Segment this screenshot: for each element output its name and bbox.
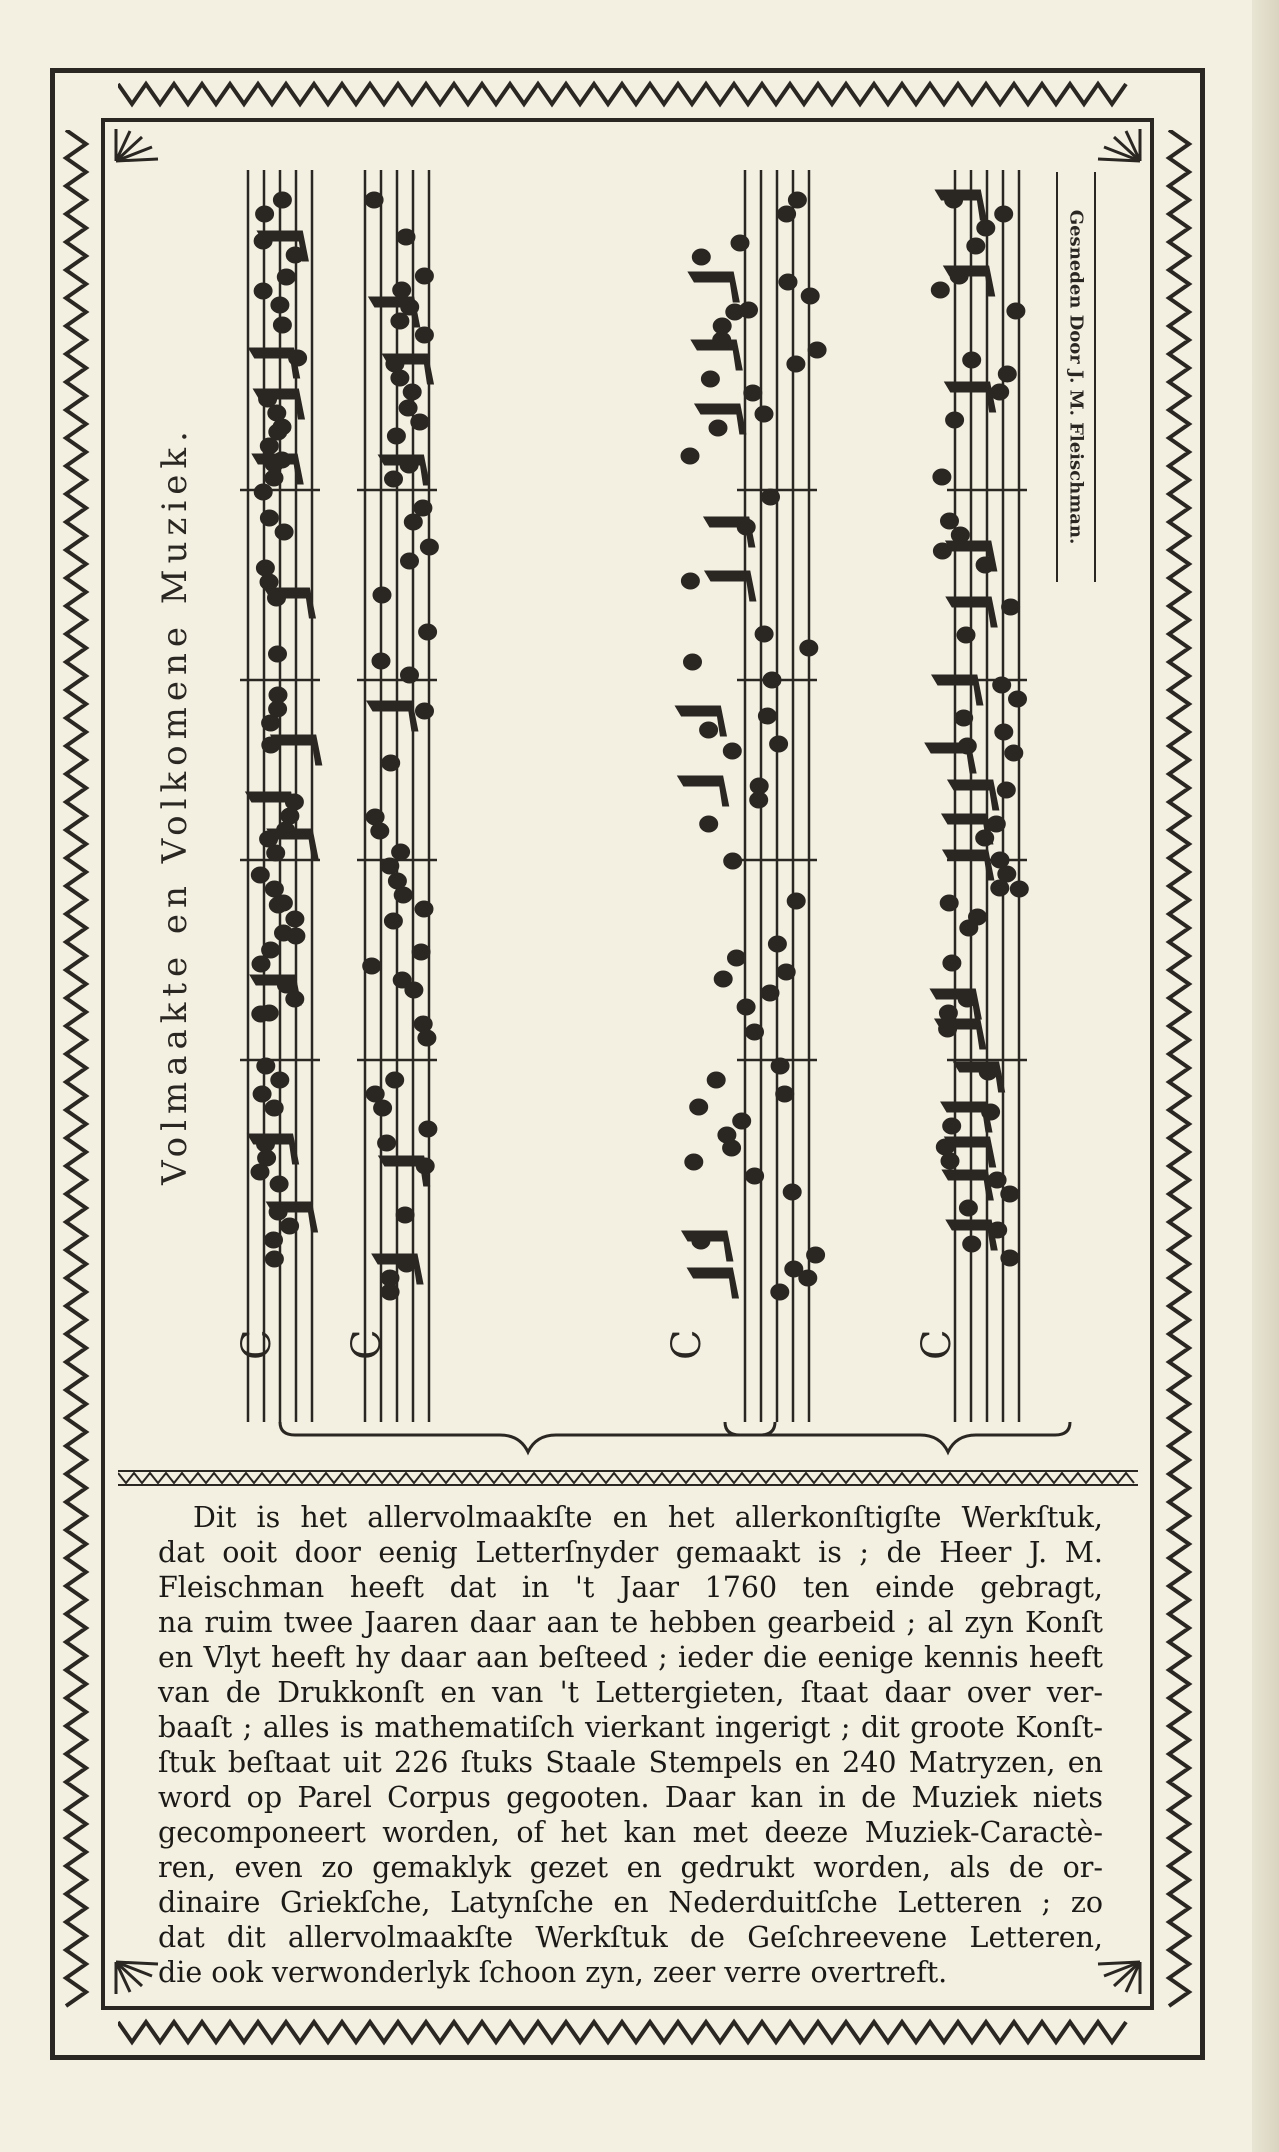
- music-notation: [220, 160, 1080, 1460]
- svg-text:C: C: [914, 1329, 960, 1360]
- paragraph-line: van de Drukkonſt en van 't Lettergieten, ſtaat daar over ver-: [158, 1676, 1103, 1709]
- corner-ornament-icon: [112, 125, 162, 165]
- paragraph-line: na ruim twee Jaaren daar aan te hebben gearbeid ; al zyn Konſt: [158, 1606, 1103, 1639]
- paragraph-line: ren, even zo gemaklyk gezet en gedrukt worden, als de or-: [158, 1851, 1103, 1884]
- svg-text:C: C: [344, 1329, 390, 1360]
- paragraph-line: gecomponeert worden, of het kan met deeze Muziek-Caractè-: [158, 1816, 1103, 1849]
- corner-ornament-icon: [112, 1958, 162, 1998]
- paragraph-line: en Vlyt heeft hy daar aan beſteed ; ieder die eenige kennis heeft: [158, 1641, 1103, 1674]
- paragraph-line: die ook verwonderlyk ſchoon zyn, zeer verre overtreft.: [158, 1956, 948, 1989]
- svg-text:C: C: [234, 1329, 280, 1360]
- page-title: Volmaakte en Volkomene Muziek.: [155, 425, 195, 1185]
- paragraph-line: Fleischman heeft dat in 't Jaar 1760 ten einde gebragt,: [158, 1571, 1103, 1604]
- corner-ornament-icon: [1094, 125, 1144, 165]
- paragraph-line: Dit is het allervolmaakſte en het allerkonſtigſte Werkſtuk,: [193, 1501, 1103, 1534]
- description-paragraph: [158, 1500, 1103, 1990]
- ornamental-divider: [118, 1470, 1138, 1486]
- page-edge: [1252, 0, 1279, 2152]
- zigzag-border-right: [1165, 130, 1195, 2010]
- paragraph-line: word op Parel Corpus gegooten. Daar kan in de Muziek niets: [158, 1781, 1103, 1814]
- svg-text:C: C: [664, 1329, 710, 1360]
- zigzag-border-bottom: [118, 2018, 1138, 2048]
- paragraph-line: ſtuk beſtaat uit 226 ſtuks Staale Stempels en 240 Matryzen, en: [158, 1746, 1103, 1779]
- title-container: [145, 330, 205, 1280]
- engraver-credit: Gesneden Door J. M. Fleischman.: [1065, 209, 1087, 545]
- paragraph-line: baaſt ; alles is mathematiſch vierkant ingerigt ; dit groote Konſt-: [158, 1711, 1103, 1744]
- zigzag-border-top: [118, 80, 1138, 110]
- paragraph-line: dinaire Griekſche, Latynſche en Nederduitſche Letteren ; zo: [158, 1886, 1103, 1919]
- zigzag-border-left: [62, 130, 92, 2010]
- paragraph-line: dat ooit door eenig Letterſnyder gemaakt is ; de Heer J. M.: [158, 1536, 1103, 1569]
- paragraph-line: dat dit allervolmaakſte Werkſtuk de Geſchreevene Letteren,: [158, 1921, 1103, 1954]
